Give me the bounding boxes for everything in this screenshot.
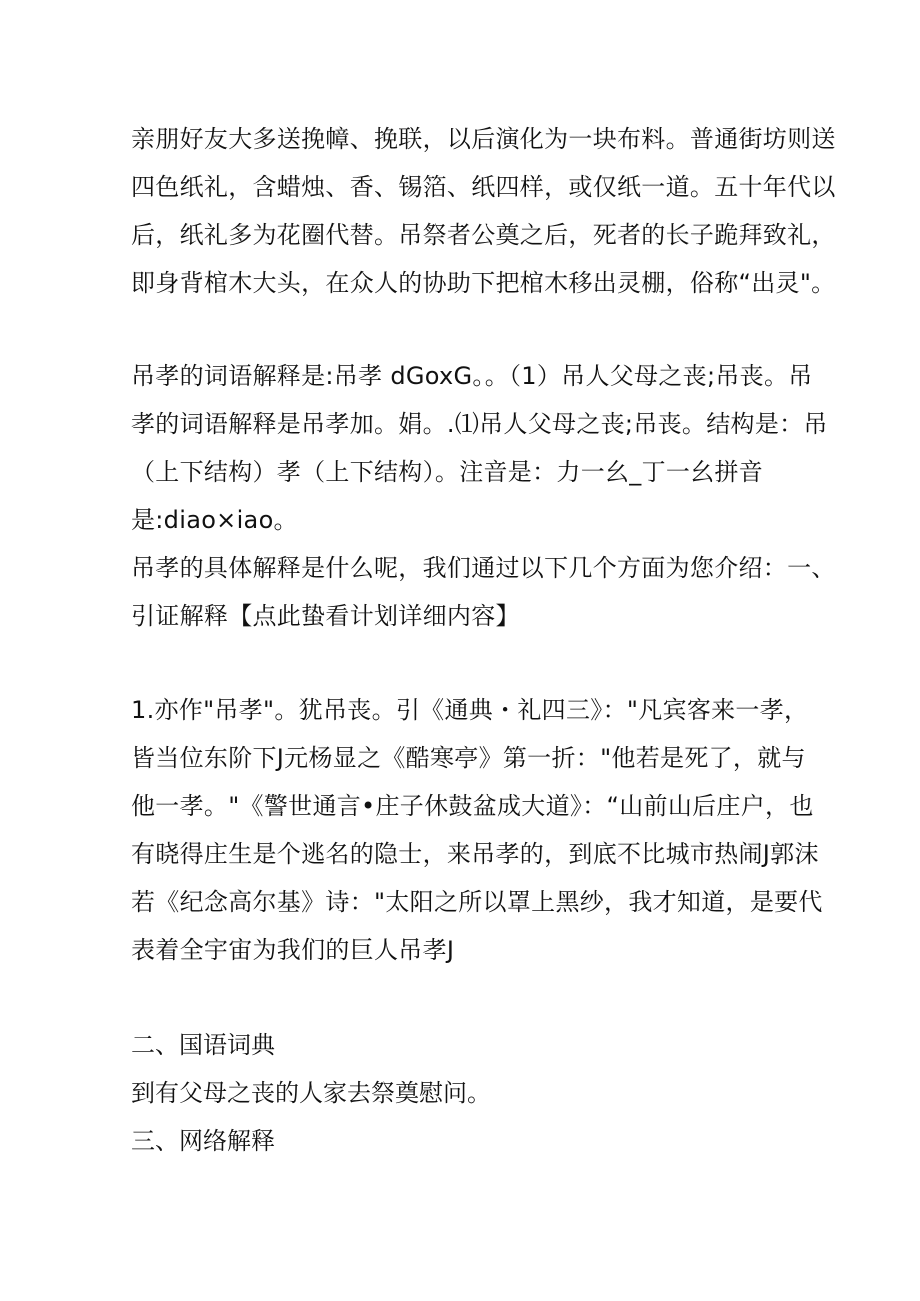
text-line: 是:diao×iao。 xyxy=(131,506,298,534)
text-line: 表着全宇宙为我们的巨人吊孝J xyxy=(131,936,455,964)
text-line: （上下结构）孝（上下结构）。注音是：力一幺_丁一幺拼音 xyxy=(131,458,764,486)
text-line: 他一孝。"《警世通言•庄子休鼓盆成大道》：“山前山后庄户，也 xyxy=(131,792,814,820)
paragraph-dictionary-definition xyxy=(131,1069,831,1117)
text-line: 1.亦作"吊孝"。犹吊丧。引《通典・礼四三》："凡宾客来一孝， xyxy=(131,696,809,724)
text-line: 到有父母之丧的人家去祭奠慰问。 xyxy=(131,1079,491,1107)
section-title: 二、国语词典 xyxy=(131,1031,275,1059)
text-line: 吊孝的具体解释是什么呢，我们通过以下几个方面为您介绍：一、 xyxy=(131,554,836,582)
paragraph-intro xyxy=(131,544,836,640)
text-line: 四色纸礼，含蜡烛、香、锡箔、纸四样，或仅纸一道。五十年代以 xyxy=(131,173,836,201)
section-heading-dictionary xyxy=(131,1021,831,1069)
paragraph-funeral-gifts xyxy=(131,115,836,307)
section-heading-web xyxy=(131,1117,831,1165)
paragraph-word-definition xyxy=(131,352,831,544)
section-title: 三、网络解释 xyxy=(131,1127,275,1155)
text-line: 孝的词语解释是吊孝加。娟。.⑴吊人父母之丧;吊丧。结构是：吊 xyxy=(131,410,828,438)
text-line: 吊孝的词语解释是:吊孝 dGoxG。。（1）吊人父母之丧;吊丧。吊 xyxy=(131,362,813,390)
text-line: 即身背棺木大头，在众人的协助下把棺木移出灵棚，俗称“出灵"。 xyxy=(131,269,836,297)
text-line: 有晓得庄生是个逃名的隐士，来吊孝的，到底不比城市热闹J郭沫 xyxy=(131,840,819,868)
text-line: 后，纸礼多为花圈代替。吊祭者公奠之后，死者的长子跪拜致礼， xyxy=(131,221,836,249)
text-line: 若《纪念高尔基》诗："太阳之所以罩上黑纱，我才知道，是要代 xyxy=(131,888,823,916)
text-line: 亲朋好友大多送挽幛、挽联，以后演化为一块布料。普通街坊则送 xyxy=(131,125,836,153)
text-line: 引证解释【点此蛰看计划详细内容】 xyxy=(131,602,520,630)
text-line: 皆当位东阶下J元杨显之《酷寒亭》第一折："他若是死了，就与 xyxy=(131,744,806,772)
paragraph-citations xyxy=(131,686,831,974)
